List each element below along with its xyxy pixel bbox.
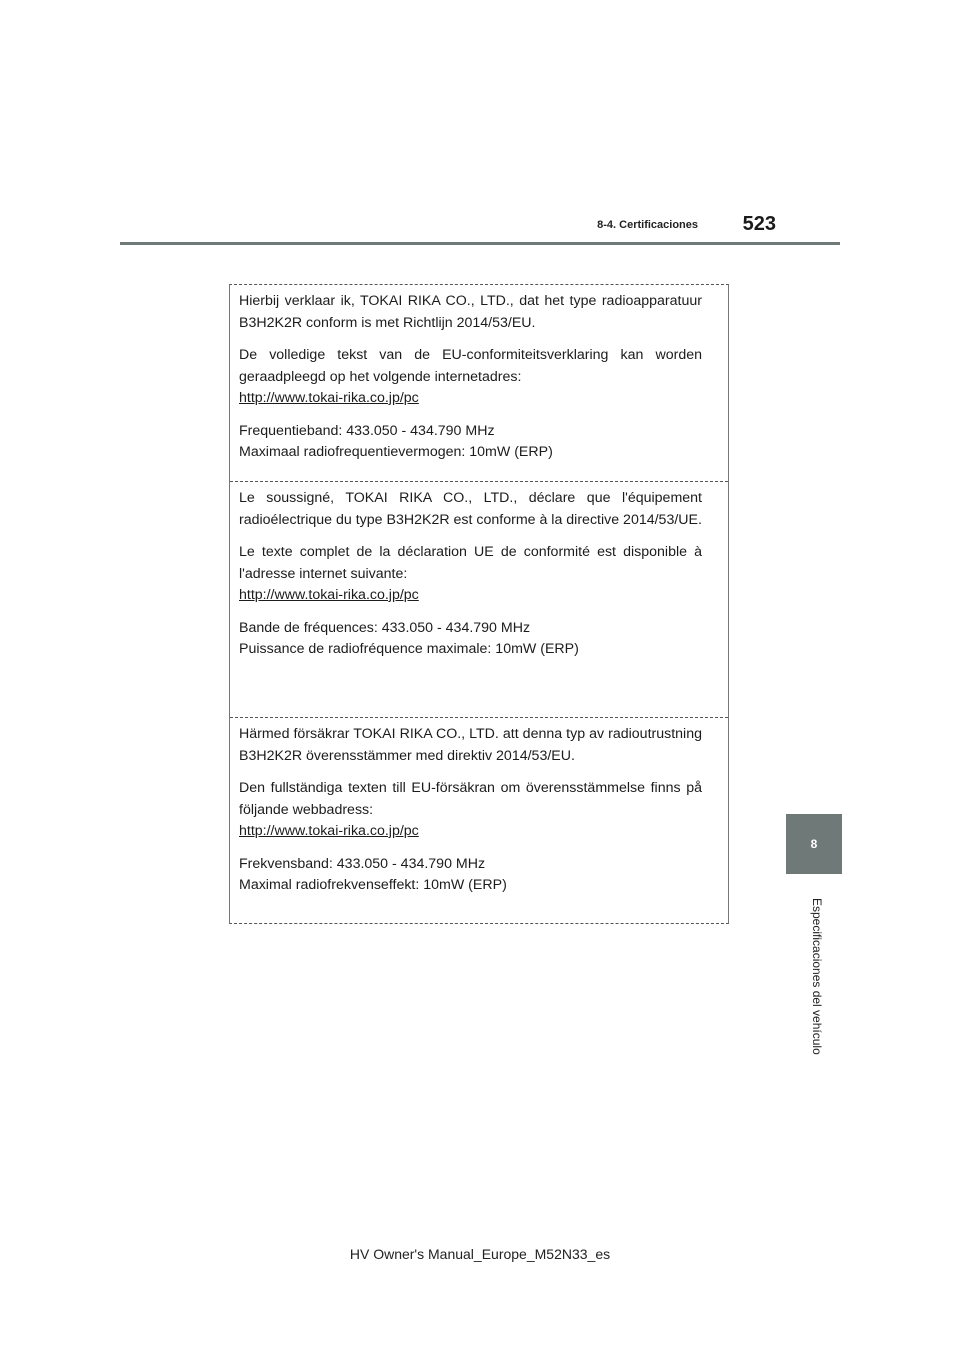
fulltext-notice <box>239 778 702 843</box>
frequency-band: Bande de fréquences: 433.050 - 434.790 MHz <box>239 619 531 636</box>
chapter-title: Especificaciones del vehículo <box>810 897 824 1055</box>
declaration-text: Härmed försäkrar TOKAI RIKA CO., LTD. att denna typ av radioutrustning B3H2K2R överensstämmer med direktiv 2014/53/EU. <box>239 726 702 764</box>
max-power: Maximal radiofrekvenseffekt: 10mW (ERP) <box>239 877 507 893</box>
fulltext-text: De volledige tekst van de EU-conformiteitsverklaring kan worden geraadpleegd op het volgende internetadres: <box>239 347 702 385</box>
certification-block-dutch <box>230 285 728 481</box>
fulltext-notice <box>239 345 702 410</box>
declaration-url-link[interactable]: http://www.tokai-rika.co.jp/pc <box>239 823 419 839</box>
section-title: 8-4. Certificaciones <box>597 219 698 231</box>
radio-specs <box>239 421 702 464</box>
certification-box <box>229 284 729 924</box>
declaration-text: Le soussigné, TOKAI RIKA CO., LTD., déclare que l'équipement radioélectrique du type B3H2K2R est conforme à la directive 2014/53/UE. <box>239 490 702 528</box>
chapter-tab <box>786 814 842 874</box>
fulltext-notice <box>239 542 702 607</box>
max-power: Maximaal radiofrequentievermogen: 10mW (ERP) <box>239 444 553 460</box>
footer-manual-id: HV Owner's Manual_Europe_M52N33_es <box>349 1246 611 1262</box>
fulltext-text: Den fullständiga texten till EU-försäkran om överensstämmelse finns på följande webbadress: <box>239 780 702 818</box>
certification-block-french <box>230 481 728 717</box>
declaration-url-link[interactable]: http://www.tokai-rika.co.jp/pc <box>239 587 419 603</box>
frequency-band: Frequentieband: 433.050 - 434.790 MHz <box>239 422 495 439</box>
max-power: Puissance de radiofréquence maximale: 10mW (ERP) <box>239 641 579 657</box>
header-divider <box>120 242 840 245</box>
declaration-url-link[interactable]: http://www.tokai-rika.co.jp/pc <box>239 390 419 406</box>
chapter-number: 8 <box>810 837 818 851</box>
declaration-text: Hierbij verklaar ik, TOKAI RIKA CO., LTD., dat het type radioapparatuur B3H2K2R conform is met Richtlijn 2014/53/EU. <box>239 293 702 331</box>
radio-specs <box>239 618 702 661</box>
fulltext-text: Le texte complet de la déclaration UE de conformité est disponible à l'adresse internet suivante: <box>239 544 702 582</box>
certification-block-swedish <box>230 717 728 923</box>
radio-specs <box>239 854 702 897</box>
page-number: 523 <box>742 213 776 235</box>
frequency-band: Frekvensband: 433.050 - 434.790 MHz <box>239 855 486 872</box>
